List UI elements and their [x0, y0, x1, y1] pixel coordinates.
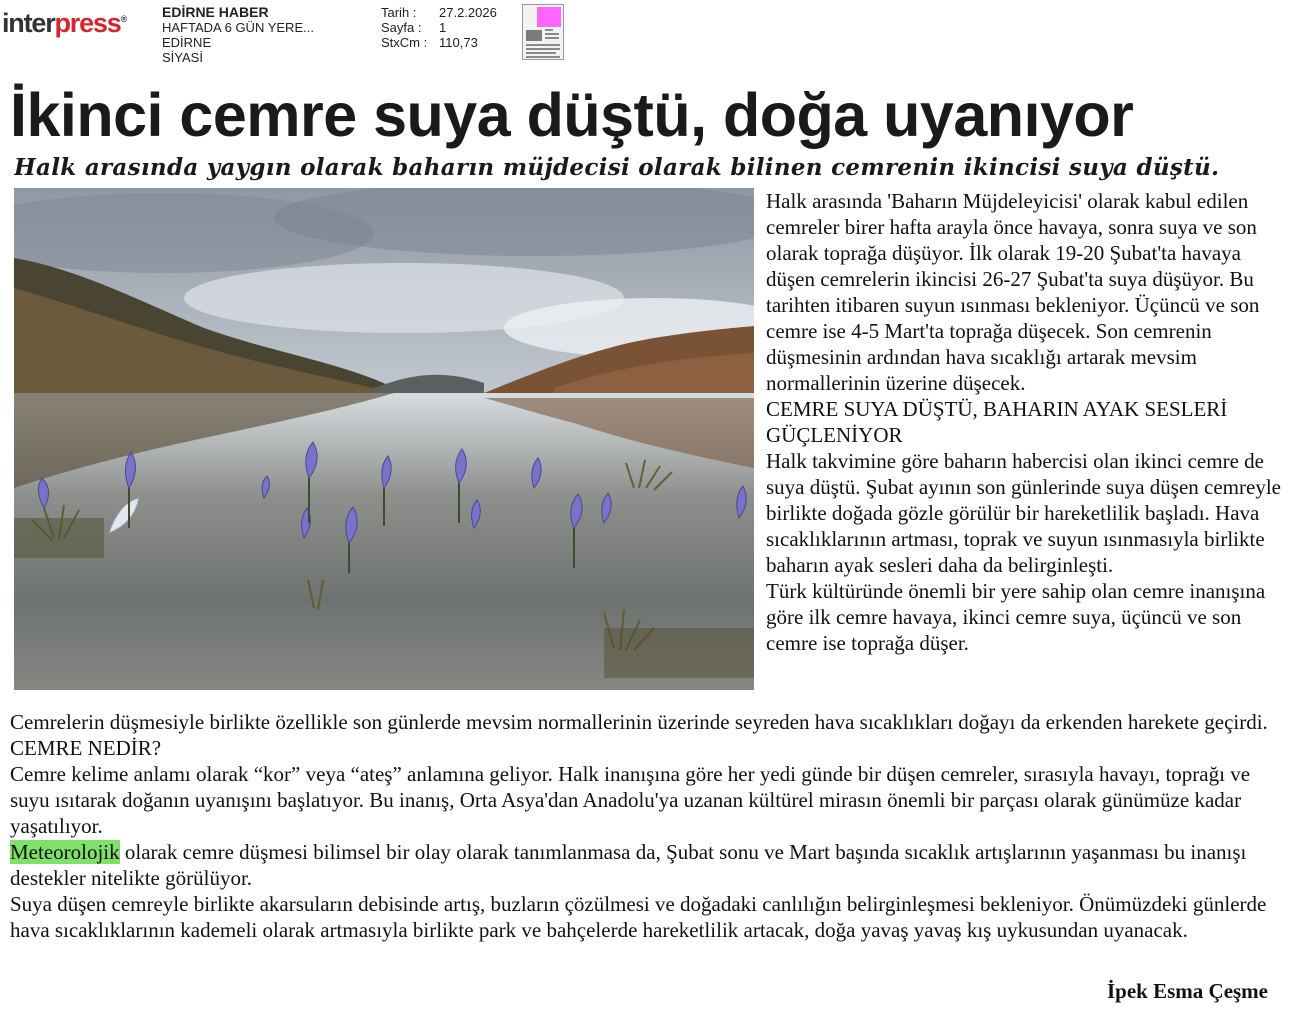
full-paragraph-1: Cemrelerin düşmesiyle birlikte özellikle son günlerde mevsim normallerinin üzerinde seyreden hava sıcaklıkları doğayı da erkenden harekete geçirdi.: [10, 710, 1268, 734]
side-paragraph-3: Türk kültüründe önemli bir yere sahip olan cemre inanışına göre ilk cemre havaya, ikinci cemre suya, üçüncü ve son cemre ise toprağa düşer.: [766, 579, 1266, 655]
full-paragraph-5: Suya düşen cemreyle birlikte akarsuların debisinde artış, buzların çözülmesi ve doğadaki canlılığın belirginleşmesi bekleniyor. Önümüzdeki günlerde hava sıcaklıklarının kademeli olarak artmasıyla birlikte park ve bahçelerde hareketlilik artacak, doğa yavaş yavaş kış uykusundan uyanacak.: [10, 892, 1267, 942]
publication-frequency: HAFTADA 6 GÜN YERE...: [162, 20, 314, 35]
clipping-meta: [381, 5, 516, 50]
side-section-heading: CEMRE SUYA DÜŞTÜ, BAHARIN AYAK SESLERİ GÜÇLENİYOR: [766, 397, 1228, 447]
article-photo-lake-crocuses: [14, 188, 754, 690]
article-side-column: [766, 188, 1284, 656]
keyword-highlight: Meteorolojik: [10, 840, 120, 864]
article-full-width-text: [10, 709, 1285, 943]
meta-stxcm-label: StxCm :: [381, 35, 428, 50]
article-headline: İkinci cemre suya düştü, doğa uyanıyor: [10, 81, 1134, 149]
article-subhead: Halk arasında yaygın olarak baharın müjdecisi olarak bilinen cemrenin ikincisi suya düştü.: [14, 154, 1220, 181]
meta-row-page: [381, 20, 516, 35]
publication-category: SİYASİ: [162, 50, 203, 65]
side-paragraph-2: Halk takvimine göre baharın habercisi olan ikinci cemre de suya düştü. Şubat ayının son günlerinde suya düşen cemreyle birlikte doğada gözle görülür bir hareketlilik başladı. Hava sıcaklıklarının artması, toprak ve suyun ısınmasıyla birlikte baharın ayak sesleri daha da belirginleşti.: [766, 449, 1281, 577]
publication-name: EDİRNE HABER: [162, 5, 269, 20]
full-paragraph-3: Cemre kelime anlamı olarak “kor” veya “ateş” anlamına geliyor. Halk inanışına göre her yedi günde bir düşen cemreler, sırasıyla havayı, toprağı ve suyu ısıtarak doğanın uyanışını başlatıyor. Bu inanış, Orta Asya'dan Anadolu'ya uzanan kültürel mirasın önemli bir parçası olarak günümüze kadar yaşatılıyor.: [10, 762, 1251, 838]
meta-page-value: 1: [439, 20, 447, 35]
interpress-logo: [2, 4, 128, 38]
logo-press: press: [54, 8, 121, 38]
section-heading-cemre-nedir: CEMRE NEDİR?: [10, 736, 162, 760]
thumbnail-photo-block: [526, 30, 542, 41]
side-paragraph-1: Halk arasında 'Baharın Müjdeleyicisi' olarak kabul edilen cemreler birer hafta arayla önce havaya, sonra suya ve son olarak toprağa düşüyor. İlk olarak 19-20 Şubat'ta havaya düşen cemrelerin ikincisi 26-27 Şubat'ta suya düşüyor. Bu tarihten itibaren suyun ısınması bekleniyor. Üçüncü ve son cemre ise 4-5 Mart'ta toprağa düşecek. Son cemrenin düşmesinin ardından hava sıcaklığı artarak mevsim normallerinin üzerine düşecek.: [766, 189, 1260, 395]
full-paragraph-4: [10, 839, 1285, 891]
logo-registered-mark: ®: [120, 14, 128, 24]
meta-stxcm-value: 110,73: [439, 35, 478, 50]
meta-row-date: [381, 5, 516, 20]
publication-info: [162, 5, 367, 65]
meta-row-stxcm: [381, 35, 516, 50]
logo-inter: inter: [2, 8, 55, 38]
meta-date-value: 27.2.2026: [439, 5, 497, 20]
publication-city: EDİRNE: [162, 35, 212, 50]
thumbnail-highlight: [537, 7, 561, 27]
article-author: İpek Esma Çeşme: [1107, 979, 1268, 1003]
meta-page-label: Sayfa :: [381, 20, 422, 35]
page-thumbnail[interactable]: [522, 4, 564, 60]
meta-date-label: Tarih :: [381, 5, 417, 20]
full-paragraph-4-rest: olarak cemre düşmesi bilimsel bir olay olarak tanımlanmasa da, Şubat sonu ve Mart başında sıcaklık artışlarının yaşanması bu inanışı destekler nitelikte görülüyor.: [10, 840, 1247, 890]
lake-crocus-illustration: [14, 188, 754, 690]
